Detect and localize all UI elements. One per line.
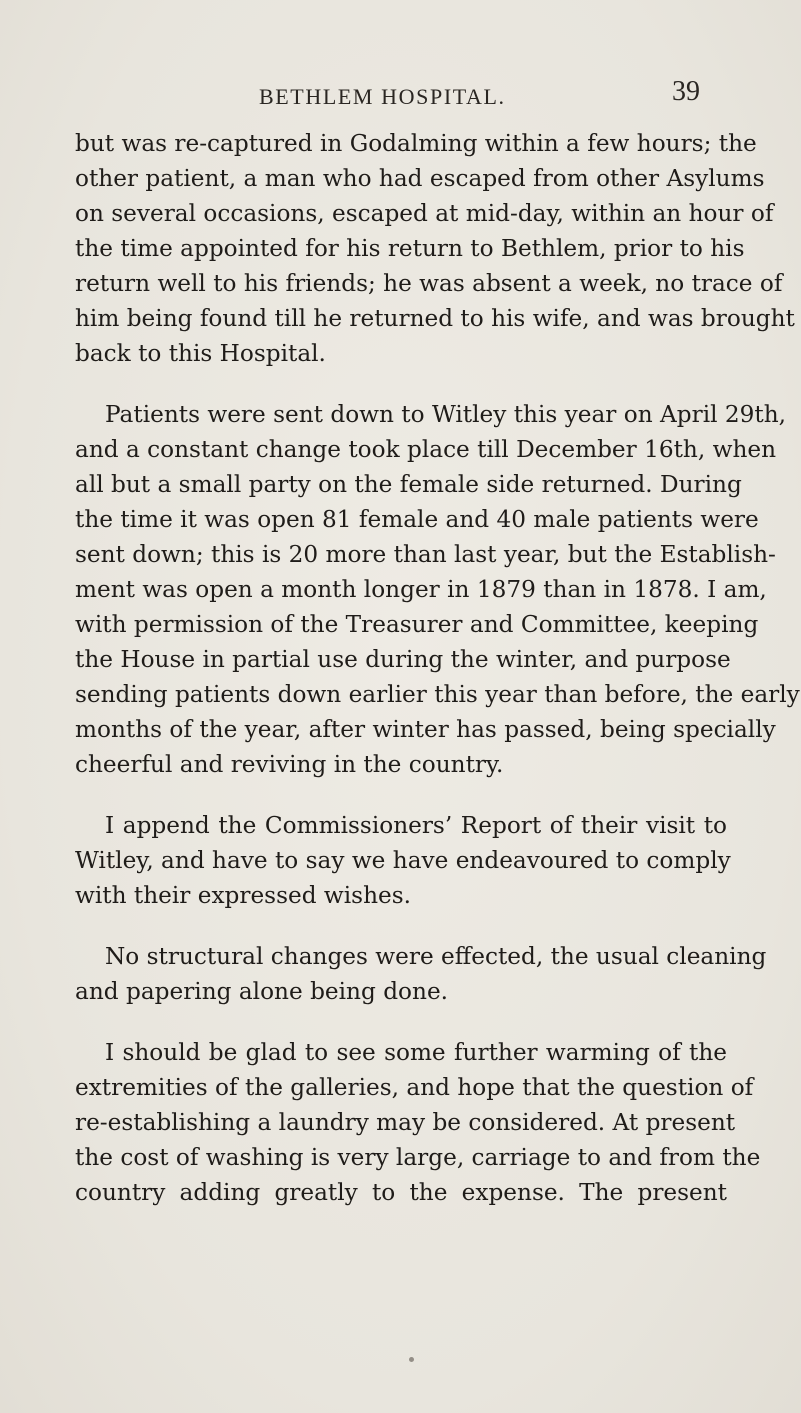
text-line: I should be glad to see some further warming of the — [105, 1039, 727, 1066]
text-line: but was re-captured in Godalming within a few hours; the — [75, 130, 757, 157]
text-line: re-establishing a laundry may be considered. At present — [75, 1109, 736, 1136]
text-line: Patients were sent down to Witley this year on April 29th, — [105, 401, 787, 428]
text-line: months of the year, after winter has passed, being specially — [75, 716, 776, 743]
text-line: all but a small party on the female side returned. During — [75, 471, 742, 498]
text-line: back to this Hospital. — [75, 340, 326, 367]
text-line: No structural changes were effected, the usual cleaning — [105, 943, 767, 970]
running-head: BETHLEM HOSPITAL. — [259, 84, 506, 109]
text-line: ment was open a month longer in 1879 than in 1878. I am, — [75, 576, 767, 603]
paragraph — [75, 126, 795, 371]
text-line: country adding greatly to the expense. The present — [75, 1179, 727, 1206]
text-line: and a constant change took place till December 16th, when — [75, 436, 777, 463]
text-line: extremities of the galleries, and hope that the question of — [75, 1074, 754, 1101]
text-line: I append the Commissioners’ Report of their visit to — [105, 812, 727, 839]
paragraph — [75, 808, 731, 913]
paragraph — [75, 939, 767, 1009]
text-line: and papering alone being done. — [75, 978, 449, 1005]
text-line: with permission of the Treasurer and Committee, keeping — [75, 611, 759, 638]
body-text — [75, 126, 800, 1236]
text-line: sending patients down earlier this year than before, the early — [75, 681, 800, 708]
paragraph — [75, 1035, 761, 1210]
text-line: with their expressed wishes. — [75, 882, 412, 909]
paragraph — [75, 397, 800, 782]
text-line: return well to his friends; he was absent a week, no trace of — [75, 270, 783, 297]
text-line: the time it was open 81 female and 40 male patients were — [75, 506, 759, 533]
text-line: Witley, and have to say we have endeavoured to comply — [75, 847, 731, 874]
text-line: the time appointed for his return to Bethlem, prior to his — [75, 235, 745, 262]
text-line: other patient, a man who had escaped from other Asylums — [75, 165, 765, 192]
text-line: sent down; this is 20 more than last year, but the Establish- — [75, 541, 776, 568]
text-line: him being found till he returned to his wife, and was brought — [75, 305, 795, 332]
text-line: the House in partial use during the winter, and purpose — [75, 646, 731, 673]
text-line: the cost of washing is very large, carriage to and from the — [75, 1144, 761, 1171]
text-line: cheerful and reviving in the country. — [75, 751, 504, 778]
text-line: on several occasions, escaped at mid-day, within an hour of — [75, 200, 774, 227]
paper-speck — [409, 1357, 414, 1362]
page-number: 39 — [672, 76, 700, 107]
